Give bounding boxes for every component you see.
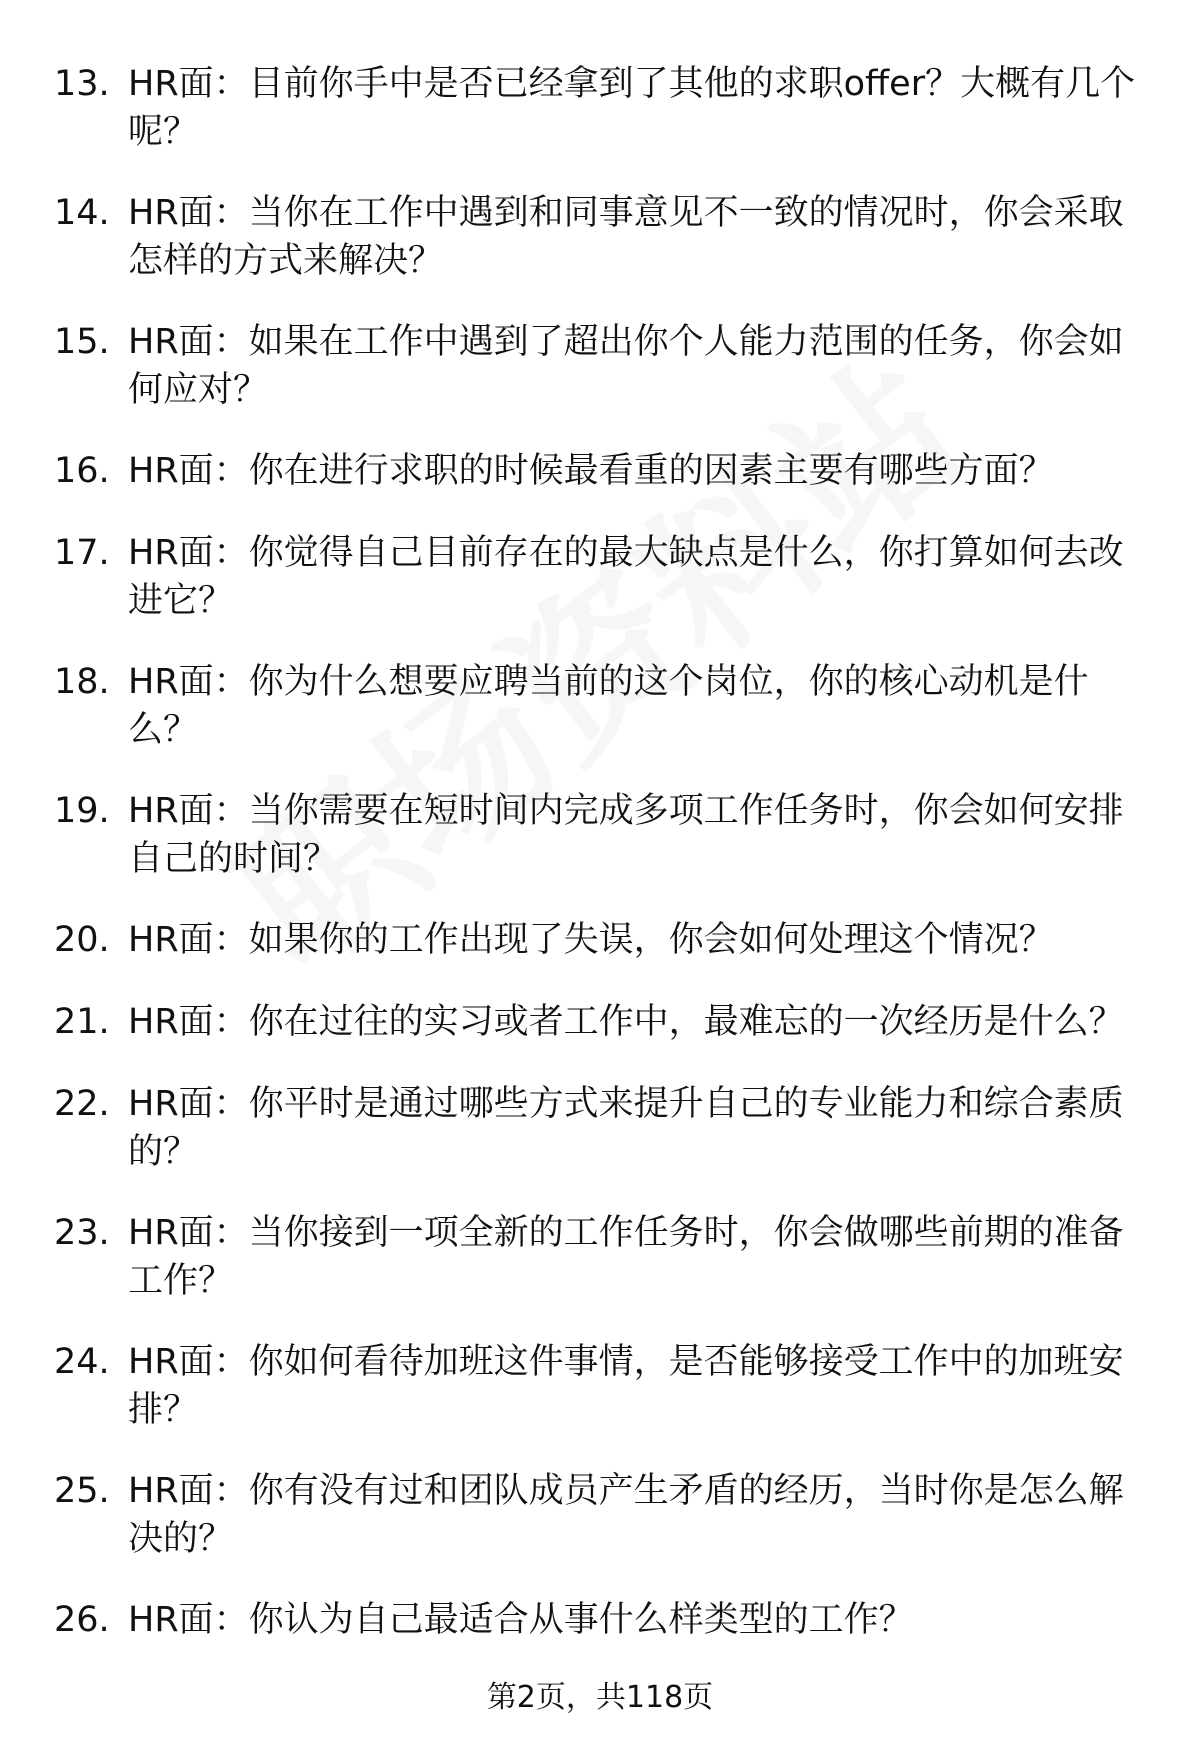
question-text: HR面：目前你手中是否已经拿到了其他的求职offer？大概有几个呢？ xyxy=(128,64,1136,152)
question-text: HR面：你为什么想要应聘当前的这个岗位，你的核心动机是什么？ xyxy=(128,662,1089,750)
question-number: 22. xyxy=(54,1084,110,1124)
question-number: 16. xyxy=(54,451,110,491)
question-number: 18. xyxy=(54,662,110,702)
list-item xyxy=(54,998,1154,1046)
list-item xyxy=(54,60,1154,156)
question-text: HR面：如果你的工作出现了失误，你会如何处理这个情况？ xyxy=(128,920,1054,960)
list-item xyxy=(54,529,1154,625)
question-text: HR面：你平时是通过哪些方式来提升自己的专业能力和综合素质的？ xyxy=(128,1084,1124,1172)
list-item xyxy=(54,1467,1154,1563)
question-number: 23. xyxy=(54,1213,110,1253)
question-text: HR面：你觉得自己目前存在的最大缺点是什么，你打算如何去改进它？ xyxy=(128,533,1124,621)
question-number: 17. xyxy=(54,533,110,573)
question-number: 15. xyxy=(54,322,110,362)
question-text: HR面：你有没有过和团队成员产生矛盾的经历，当时你是怎么解决的？ xyxy=(128,1471,1124,1559)
question-text: HR面：如果在工作中遇到了超出你个人能力范围的任务，你会如何应对？ xyxy=(128,322,1124,410)
question-number: 26. xyxy=(54,1600,110,1640)
question-text: HR面：你在过往的实习或者工作中，最难忘的一次经历是什么？ xyxy=(128,1002,1124,1042)
question-number: 19. xyxy=(54,791,110,831)
question-number: 20. xyxy=(54,920,110,960)
list-item xyxy=(54,1080,1154,1176)
list-item xyxy=(54,1596,1154,1644)
question-text: HR面：你在进行求职的时候最看重的因素主要有哪些方面？ xyxy=(128,451,1054,491)
list-item xyxy=(54,787,1154,883)
list-item xyxy=(54,1209,1154,1305)
list-item xyxy=(54,318,1154,414)
question-text: HR面：当你接到一项全新的工作任务时，你会做哪些前期的准备工作？ xyxy=(128,1213,1124,1301)
list-item xyxy=(54,189,1154,285)
question-text: HR面：当你在工作中遇到和同事意见不一致的情况时，你会采取怎样的方式来解决？ xyxy=(128,193,1124,281)
question-list xyxy=(54,60,1154,1678)
list-item xyxy=(54,658,1154,754)
question-text: HR面：当你需要在短时间内完成多项工作任务时，你会如何安排自己的时间？ xyxy=(128,791,1124,879)
question-number: 24. xyxy=(54,1342,110,1382)
list-item xyxy=(54,916,1154,964)
list-item xyxy=(54,447,1154,495)
question-number: 25. xyxy=(54,1471,110,1511)
question-number: 13. xyxy=(54,64,110,104)
question-text: HR面：你如何看待加班这件事情，是否能够接受工作中的加班安排？ xyxy=(128,1342,1124,1430)
list-item xyxy=(54,1338,1154,1434)
question-number: 21. xyxy=(54,1002,110,1042)
question-text: HR面：你认为自己最适合从事什么样类型的工作？ xyxy=(128,1600,914,1640)
page-footer: 第2页，共118页 xyxy=(486,1680,714,1715)
question-number: 14. xyxy=(54,193,110,233)
